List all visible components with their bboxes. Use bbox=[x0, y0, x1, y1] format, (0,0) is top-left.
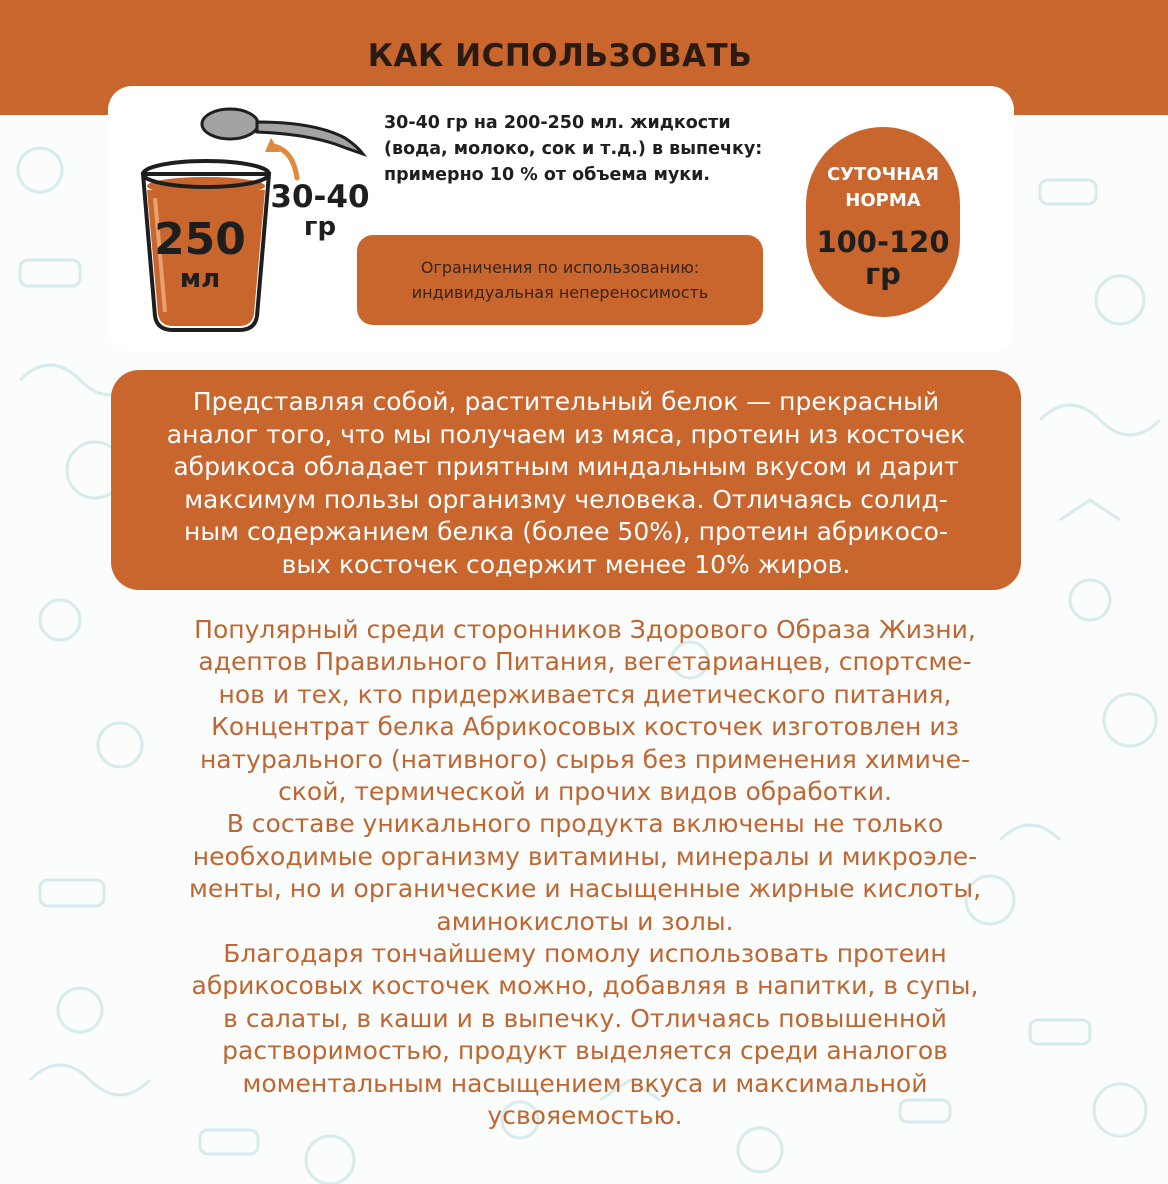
body-line: адептов Правильного Питания, вегетарианцев, спортсме- bbox=[198, 647, 972, 677]
description-line: Представляя собой, растительный белок — прекрасный bbox=[192, 387, 940, 416]
body-line: натурального (нативного) сырья без применения химиче- bbox=[199, 744, 971, 774]
body-line: нов и тех, кто придерживается диетического питания, bbox=[218, 679, 952, 709]
daily-norm-unit: гр bbox=[865, 257, 901, 291]
body-line: в салаты, в каши и в выпечку. Отличаясь повышенной bbox=[223, 1003, 947, 1033]
body-line: моментальным насыщением вкуса и максимальной bbox=[242, 1068, 928, 1098]
description-line: аналог того, что мы получаем из мяса, протеин из косточек bbox=[166, 419, 966, 449]
body-line: абрикосовых косточек можно, добавляя в напитки, в супы, bbox=[191, 971, 979, 1001]
description-line: абрикоса обладает приятным миндальным вкусом и дарит bbox=[173, 452, 959, 481]
page-title: КАК ИСПОЛЬЗОВАТЬ bbox=[367, 38, 753, 74]
cup-volume-unit: мл bbox=[179, 264, 221, 294]
body-line: Благодаря тончайшему помолу использовать протеин bbox=[223, 939, 947, 969]
body-line: Популярный среди сторонников Здорового Образа Жизни, bbox=[194, 615, 976, 644]
body-line: необходимые организму витамины, минералы и микроэле- bbox=[192, 841, 978, 871]
daily-norm-label-line: СУТОЧНАЯ bbox=[826, 164, 940, 185]
description-line: ным содержанием белка (более 50%), протеин абрикосо- bbox=[184, 517, 948, 546]
body-line: В составе уникального продукта включены не только bbox=[226, 809, 944, 839]
daily-norm-label-line: НОРМА bbox=[845, 190, 921, 211]
body-text bbox=[80, 614, 1090, 1133]
cup-volume-value: 250 bbox=[154, 214, 246, 265]
description-text bbox=[111, 386, 1021, 581]
body-line: усвояемостью. bbox=[487, 1101, 683, 1131]
body-line: аминокислоты и золы. bbox=[436, 906, 734, 936]
description-line: вых косточек содержит менее 10% жиров. bbox=[281, 549, 851, 579]
instruction-line: (вода, молоко, сок и т.д.) в выпечку: bbox=[384, 139, 763, 159]
daily-norm-label bbox=[806, 162, 960, 214]
body-line: ской, термической и прочих видов обработки. bbox=[278, 777, 892, 807]
description-box bbox=[111, 370, 1021, 590]
usage-instructions bbox=[384, 110, 804, 188]
restrictions-line: индивидуальная непереносимость bbox=[411, 283, 709, 302]
daily-norm-badge bbox=[806, 127, 960, 317]
daily-norm-value: 100-120 bbox=[816, 225, 950, 259]
restrictions-badge bbox=[357, 235, 763, 325]
instruction-line: примерно 10 % от объема муки. bbox=[384, 165, 711, 185]
body-line: растворимостью, продукт выделяется среди аналогов bbox=[222, 1036, 948, 1066]
description-line: максимум пользы организму человека. Отличаясь солид- bbox=[184, 484, 948, 514]
instruction-line: 30-40 гр на 200-250 мл. жидкости bbox=[384, 113, 731, 133]
restrictions-line: Ограничения по использованию: bbox=[420, 258, 700, 277]
body-line: менты, но и органические и насыщенные жирные кислоты, bbox=[188, 874, 982, 904]
scoop-amount-unit: гр bbox=[303, 212, 337, 242]
scoop-amount-value: 30-40 bbox=[270, 179, 370, 215]
body-line: Концентрат белка Абрикосовых косточек изготовлен из bbox=[211, 712, 959, 742]
